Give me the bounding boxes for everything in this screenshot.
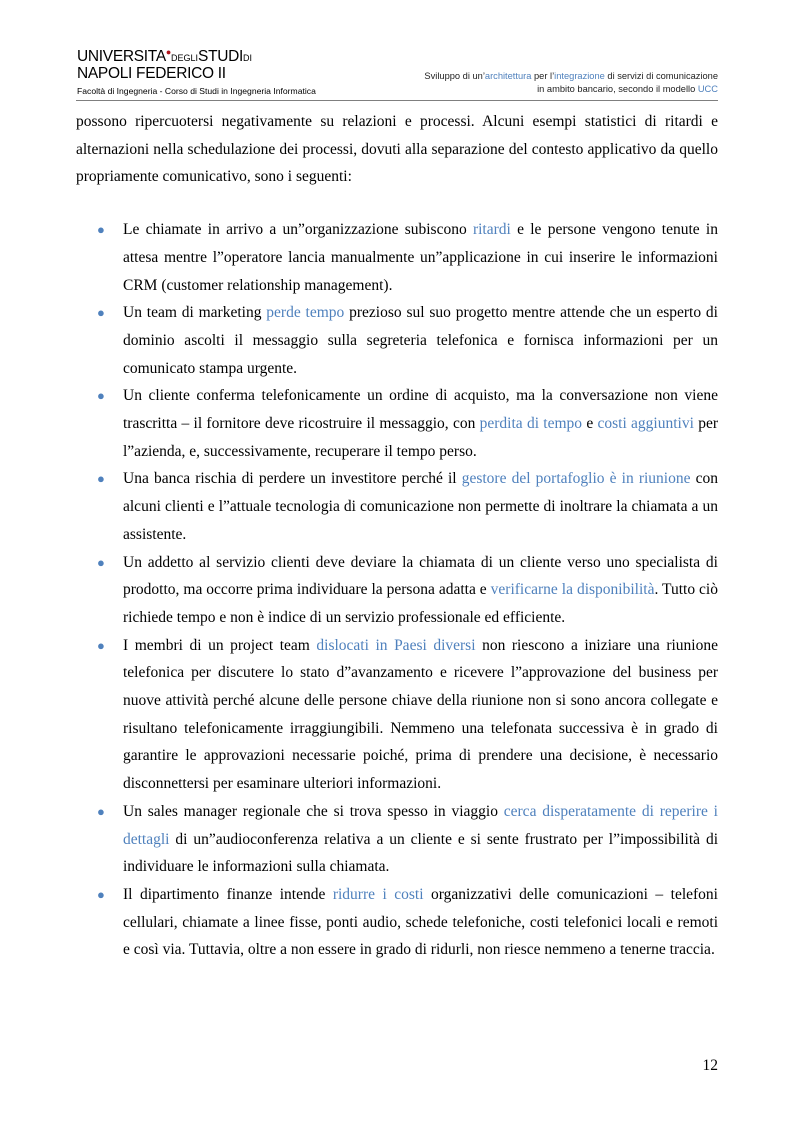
logo-line-1 [77,44,337,66]
item-text: Un cliente conferma telefonicamente un ordine di acquisto, ma la conversazione non viene trascritta – il fornitore deve ricostruire il messaggio, con [123,387,718,433]
bullet-dot-icon: ● [97,222,105,238]
body-text [76,108,718,964]
item-highlight: cerca disperatamente di reperire i dettagli [123,802,718,848]
intro-paragraph: possono ripercuotersi negativamente su relazioni e processi. Alcuni esempi statistici di ritardi e alternazioni nella schedulazione dei processi, dovuti alla separazione del contesto applicativo da quello propriamente comunicativo, sono i seguenti: [76,113,718,186]
item-text: Un team di marketing [123,304,267,322]
bullet-dot-icon: ● [97,471,105,487]
bullet-dot-icon: ● [97,305,105,321]
list-item [76,549,718,632]
university-logo [77,44,337,97]
bullet-list [76,216,718,964]
item-text: organizzativi delle comunicazioni – telefoni cellulari, chiamate a linee fisse, ponti audio, schede telefoniche, costi telefonici locali e remoti e così via. Tuttavia, oltre a non essere in grado di ridurli, non riesce nemmeno a tenerne traccia. [123,885,718,959]
bullet-dot-icon: ● [97,803,105,819]
item-text: per l”azienda, e, successivamente, recuperare il tempo perso. [123,415,718,460]
item-text: Un addetto al servizio clienti deve deviare la chiamata di un cliente verso uno specialista di prodotto, ma occorre prima individuare la persona adatta e [123,553,718,599]
subtitle-keyword: integrazione [554,71,605,81]
item-text: Il dipartimento finanze intende [123,885,333,903]
crest-icon: ● [165,47,172,57]
bullet-dot-icon: ● [97,554,105,570]
header-divider [76,100,718,101]
item-highlight: perde tempo [266,304,345,322]
subtitle-keyword: architettura [484,71,532,81]
item-highlight: perdita di tempo [479,415,583,433]
document-subtitle [424,70,718,96]
list-item [76,382,718,465]
item-text: prezioso sul suo progetto mentre attende che un esperto di dominio ascolti il messaggio sulla segreteria telefonica e fornisca informazioni per un comunicato stampa urgente. [123,304,718,377]
item-highlight: dislocati in Paesi diversi [316,636,476,654]
item-text: e le persone vengono tenute in attesa mentre l”operatore lancia manualmente un”applicazione in cui inserire le informazioni CRM (customer relationship management). [123,221,718,294]
list-item [76,798,718,881]
subtitle-text: per l [531,71,553,81]
list-item [76,465,718,548]
item-text: . Tutto ciò richiede tempo e non è indice di un servizio professionale ed efficiente. [123,581,718,626]
item-text: e [582,415,598,433]
item-text: con alcuni clienti e l”attuale tecnologia di comunicazione non permette di inoltrare la chiamata a un assistente. [123,470,718,543]
item-text: di un”audioconferenza relativa a un cliente e si sente frustrato per l”impossibilità di individuare le informazioni sulla chiamata. [123,830,718,876]
item-highlight: costi aggiuntivi [597,415,694,433]
logo-line-2: NAPOLI FEDERICO II [77,65,226,83]
page-number: 12 [702,1057,718,1074]
logo-universita: UNIVERSITA [77,48,166,66]
list-item [76,299,718,382]
item-highlight: gestore del portafoglio è in riunione [461,470,691,488]
subtitle-line-2 [424,83,718,96]
item-highlight: ridurre i costi [332,885,424,903]
subtitle-keyword: UCC [697,84,718,94]
logo-degli: DEGLI [171,53,199,64]
subtitle-text: Sviluppo di un [424,71,483,81]
bullet-dot-icon: ● [97,637,105,653]
list-item [76,881,718,964]
item-text: Un sales manager regionale che si trova spesso in viaggio [123,802,504,820]
list-item [76,216,718,299]
item-text: Le chiamate in arrivo a un”organizzazione subiscono [123,221,473,239]
item-text: Una banca rischia di perdere un investitore perché il [123,470,462,488]
item-text: I membri di un project team [123,636,317,654]
logo-di: DI [243,53,253,64]
logo-studi: STUDI [198,48,244,66]
list-item [76,632,718,798]
bullet-dot-icon: ● [97,388,105,404]
faculty-name: Facoltà di Ingegneria - Corso di Studi in Ingegneria Informatica [77,86,316,97]
item-highlight: verificarne la disponibilità [490,581,655,599]
bullet-dot-icon: ● [97,886,105,902]
subtitle-line-1: Sviluppo di un’architettura per l’integrazione di servizi di comunicazione [424,71,718,81]
item-highlight: ritardi [472,221,511,239]
subtitle-text: in ambito bancario, secondo il modello [537,84,698,94]
subtitle-text: di servizi di comunicazione [604,71,718,81]
item-text: non riescono a iniziare una riunione telefonica per discutere lo stato d”avanzamento e ricevere l”approvazione del business per nuove attività perché alcune delle persone chiave della riunione non si sono ancora collegate e risultano telefonicamente irraggiungibili. Nemmeno una telefonata successiva è in grado di garantire le approvazioni necessarie poiché, prima di prendere una decisione, è necessario disconnettersi per esaminare ulteriori informazioni. [123,636,718,793]
